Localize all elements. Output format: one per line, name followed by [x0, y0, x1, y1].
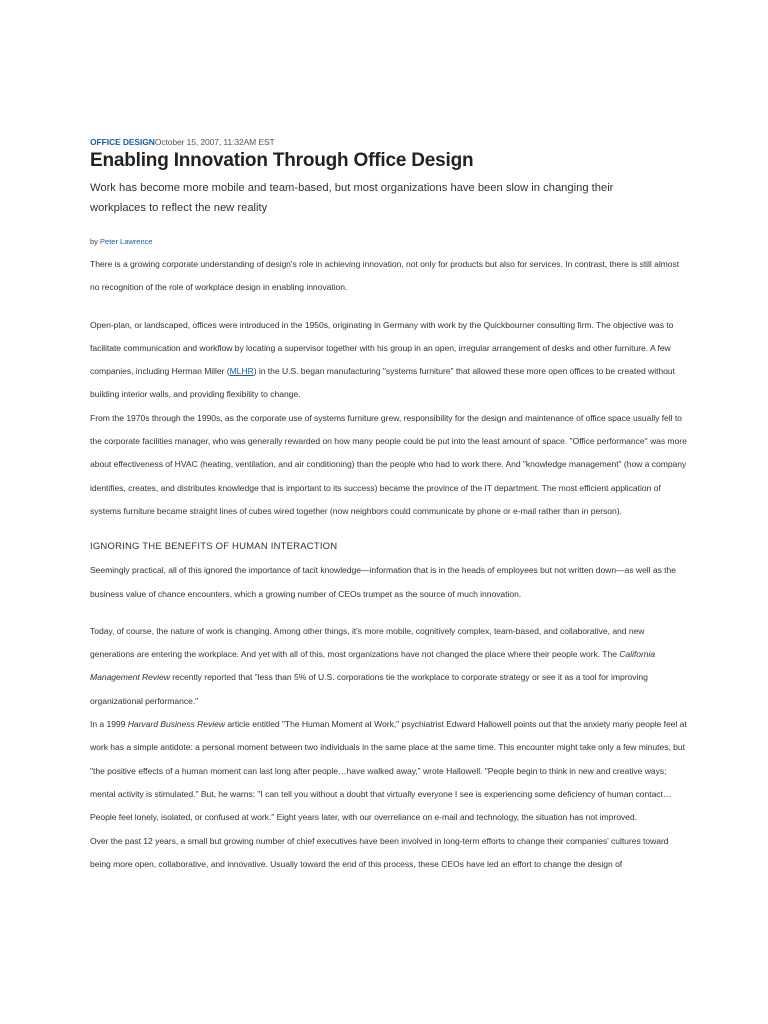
publication-name: Harvard Business Review	[127, 719, 225, 730]
paragraph-2-text-b: ) in the U.S. began manufacturing "systems furniture" that allowed these more open offices to be created without building interior walls, and providing flexibility to change.	[90, 366, 675, 400]
ticker-link-mlhr[interactable]: MLHR	[229, 366, 254, 377]
article-body	[90, 253, 690, 876]
article-meta	[90, 136, 690, 148]
article-headline: Enabling Innovation Through Office Design	[90, 150, 474, 171]
article-dek: Work has become more mobile and team-based, but most organizations have been slow in changing their workplaces to reflect the new reality	[90, 182, 614, 214]
byline	[90, 236, 690, 248]
section-subhead: IGNORING THE BENEFITS OF HUMAN INTERACTION	[90, 541, 338, 553]
paragraph-2-text-a: Open-plan, or landscaped, offices were introduced in the 1950s, originating in Germany with work by the Quickbourner consulting firm. The objective was to facilitate communication and workflow by locating a supervisor together with his group in an open, irregular arrangement of desks and other furniture. A few companies, including Herman Miller (	[90, 319, 674, 377]
publication-name: California Management Review	[90, 649, 656, 683]
paragraph-6-text-a: In a 1999	[90, 719, 128, 730]
paragraph-6	[90, 713, 690, 829]
paragraph-1: There is a growing corporate understanding of design's role in achieving innovation, not only for products but also for services. In contrast, there is still almost no recognition of the role of workplace design in enabling innovation.	[90, 259, 680, 293]
paragraph-5-text-a: Today, of course, the nature of work is changing. Among other things, it's more mobile, cognitively complex, team-based, and collaborative, and new generations are entering the workplace. And yet with all of this, most organizations have not changed the place where their people work. The	[90, 625, 645, 660]
paragraph-7: Over the past 12 years, a small but growing number of chief executives have been involved in long-term efforts to change their companies' cultures toward being more open, collaborative, and innovative. Usually toward the end of this process, these CEOs have led an effort to change the design of	[90, 835, 669, 869]
article	[90, 136, 690, 876]
paragraph-5-text-b: recently reported that "less than 5% of U.S. corporations tie the workplace to corporate strategy or see it as a tool for improving organizational performance."	[90, 672, 648, 706]
paragraph-2	[90, 314, 690, 407]
author-link[interactable]: Peter Lawrence	[100, 237, 153, 246]
paragraph-4: Seemingly practical, all of this ignored the importance of tacit knowledge—information that is in the heads of employees but not written down—as well as the business value of chance encounters, which a growing number of CEOs trumpet as the source of much innovation.	[90, 565, 676, 599]
paragraph-5	[90, 620, 690, 713]
byline-prefix: by	[90, 237, 98, 246]
dateline: October 15, 2007, 11:32AM EST	[154, 137, 275, 147]
paragraph-6-text-b: article entitled "The Human Moment at Work," psychiatrist Edward Hallowell points out that the anxiety many people feel at work has a simple antidote: a personal moment between two individuals in the same place at the same time. This encounter might take only a few minutes, but "the positive effects of a human moment can last long after people…have walked away," wrote Hallowell. "People begin to think in new and creative ways; mental activity is stimulated." But, he warns: "I can tell you without a doubt that virtually everyone I see is experiencing some deficiency of human contact…People feel lonely, isolated, or confused at work." Eight years later, with our overreliance on e-mail and technology, the situation has not improved.	[90, 719, 687, 823]
section-link[interactable]: OFFICE DESIGN	[90, 137, 155, 147]
paragraph-3: From the 1970s through the 1990s, as the corporate use of systems furniture grew, responsibility for the design and maintenance of office space usually fell to the corporate facilities manager, who was generally rewarded on how many people could be put into the least amount of space. "Office performance" was more about effectiveness of HVAC (heating, ventilation, and air conditioning) than the people who had to work there. And "knowledge management" (how a company identifies, creates, and distributes knowledge that is important to its success) became the province of the IT department. The most efficient application of systems furniture became straight lines of cubes wired together (now neighbors could communicate by phone or e-mail rather than in person).	[90, 412, 687, 516]
